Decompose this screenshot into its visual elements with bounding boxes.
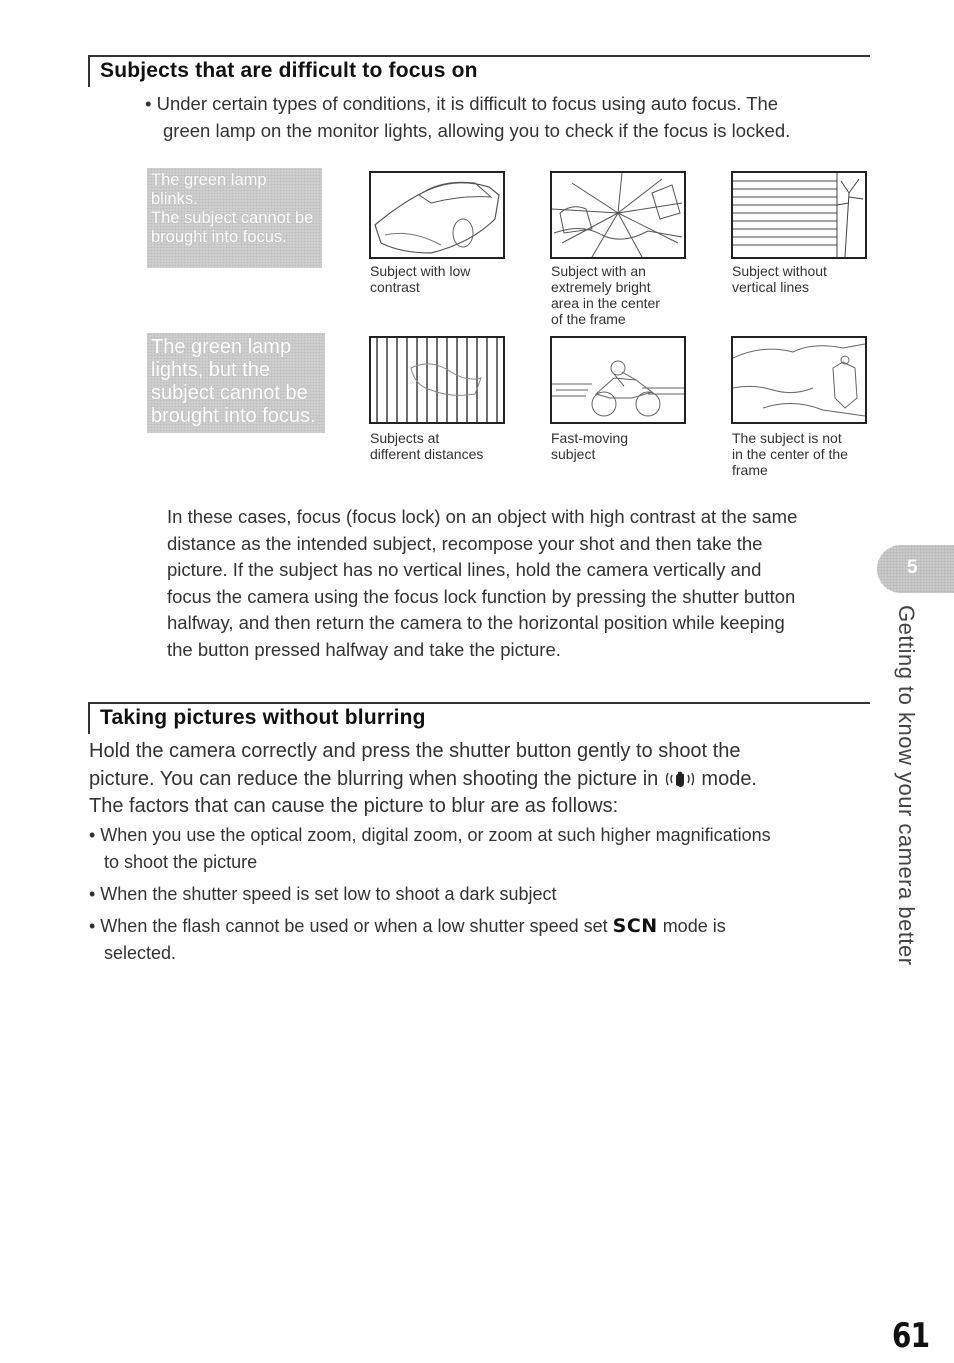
chapter-number: 5 (907, 557, 918, 578)
landscape-drawing (733, 338, 865, 422)
lamp-blinks-line: brought into focus. (151, 228, 287, 246)
bright-center-illustration (550, 171, 686, 259)
list-item (89, 822, 771, 876)
lamp-blinks-label (147, 168, 322, 268)
car-drawing (371, 173, 503, 257)
caption-line: frame (732, 462, 768, 478)
caption-line: contrast (370, 279, 420, 295)
list-item (89, 881, 771, 908)
list-item-text: mode is (662, 916, 726, 936)
caption-line: The subject is not (732, 430, 842, 446)
off-center-illustration (731, 336, 867, 424)
caption-line: Subject without (732, 263, 827, 279)
section-title: Taking pictures without blurring (100, 706, 426, 729)
list-item-line: • When the shutter speed is set low to shoot a dark subject (89, 884, 557, 904)
horizontal-lines-drawing (733, 173, 865, 257)
list-item-text: • When the flash cannot be used or when a low shutter speed set (89, 916, 608, 936)
caption-low-contrast (370, 263, 470, 295)
chapter-title-vertical (895, 605, 919, 985)
blur-paragraph (89, 738, 757, 821)
chapter-tab (877, 545, 954, 593)
section-heading-focus (88, 55, 870, 87)
list-item-line: to shoot the picture (104, 852, 258, 872)
lamp-blinks-line: The green lamp (151, 171, 267, 189)
caption-different-distances (370, 430, 483, 462)
chapter-title-text: Getting to know your camera better (894, 605, 919, 966)
caption-line: Subjects at (370, 430, 440, 446)
lamp-lights-line: subject cannot be (151, 382, 308, 404)
fast-moving-illustration (550, 336, 686, 424)
intro-paragraph (145, 91, 790, 144)
low-contrast-illustration (369, 171, 505, 259)
scn-mode-icon: SCN (612, 915, 658, 937)
no-vertical-lines-illustration (731, 171, 867, 259)
focus-lock-paragraph (167, 504, 797, 663)
heading-tick (88, 704, 90, 734)
caption-line: Subject with an (551, 263, 646, 279)
caption-line: vertical lines (732, 279, 810, 295)
caption-fast-moving (551, 430, 628, 462)
paragraph-line: Hold the camera correctly and press the shutter button gently to shoot the (89, 740, 741, 762)
caption-line: in the center of the (732, 446, 848, 462)
caption-line: of the frame (551, 311, 626, 327)
caption-line: Subject with low (370, 263, 471, 279)
paragraph-line: halfway, and then return the camera to the horizontal position while keeping (167, 612, 785, 633)
caption-line: extremely bright (551, 279, 651, 295)
paragraph-line: distance as the intended subject, recompose your shot and then take the (167, 532, 763, 554)
caption-line: Fast-moving (551, 430, 629, 446)
bright-scene-drawing (552, 173, 684, 257)
caption-line: subject (551, 446, 596, 462)
intro-line-2: green lamp on the monitor lights, allowing you to check if the focus is locked. (163, 119, 791, 141)
blur-factors-list (89, 822, 771, 967)
cage-bars-drawing (371, 338, 503, 422)
caption-line: area in the center (551, 295, 660, 311)
list-item-line (89, 913, 771, 940)
lamp-lights-line: The green lamp (151, 336, 292, 358)
page-number: 61 (892, 1316, 930, 1356)
lamp-lights-line: lights, but the (151, 359, 270, 381)
caption-not-center (732, 430, 848, 478)
caption-line: different distances (370, 446, 484, 462)
paragraph-line: the button pressed halfway and take the picture. (167, 638, 561, 660)
paragraph-line-with-icon (89, 766, 757, 794)
motorcycle-drawing (552, 338, 684, 422)
caption-no-vertical (732, 263, 827, 295)
paragraph-line: The factors that can cause the picture to blur are as follows: (89, 795, 619, 817)
caption-bright-center (551, 263, 660, 327)
different-distances-illustration (369, 336, 505, 424)
lamp-blinks-line: The subject cannot be (151, 209, 314, 227)
intro-line-1: • Under certain types of conditions, it is difficult to focus using auto focus. The (145, 93, 779, 114)
lamp-lights-label (147, 333, 325, 433)
section-title: Subjects that are difficult to focus on (100, 59, 478, 82)
image-stabilization-icon (664, 769, 696, 789)
list-item-line: • When you use the optical zoom, digital zoom, or zoom at such higher magnifications (89, 825, 771, 845)
lamp-lights-line: brought into focus. (151, 405, 316, 427)
lamp-blinks-line: blinks. (151, 190, 198, 208)
list-item (89, 913, 771, 967)
paragraph-line: picture. If the subject has no vertical lines, hold the camera vertically and (167, 559, 762, 580)
heading-tick (88, 57, 90, 87)
paragraph-text: mode. (701, 767, 757, 790)
paragraph-text: picture. You can reduce the blurring when shooting the picture in (89, 767, 659, 790)
section-heading-blur (88, 702, 870, 734)
paragraph-line: focus the camera using the focus lock function by pressing the shutter button (167, 585, 796, 607)
paragraph-line: In these cases, focus (focus lock) on an object with high contrast at the same (167, 506, 798, 527)
list-item-line: selected. (104, 943, 177, 963)
